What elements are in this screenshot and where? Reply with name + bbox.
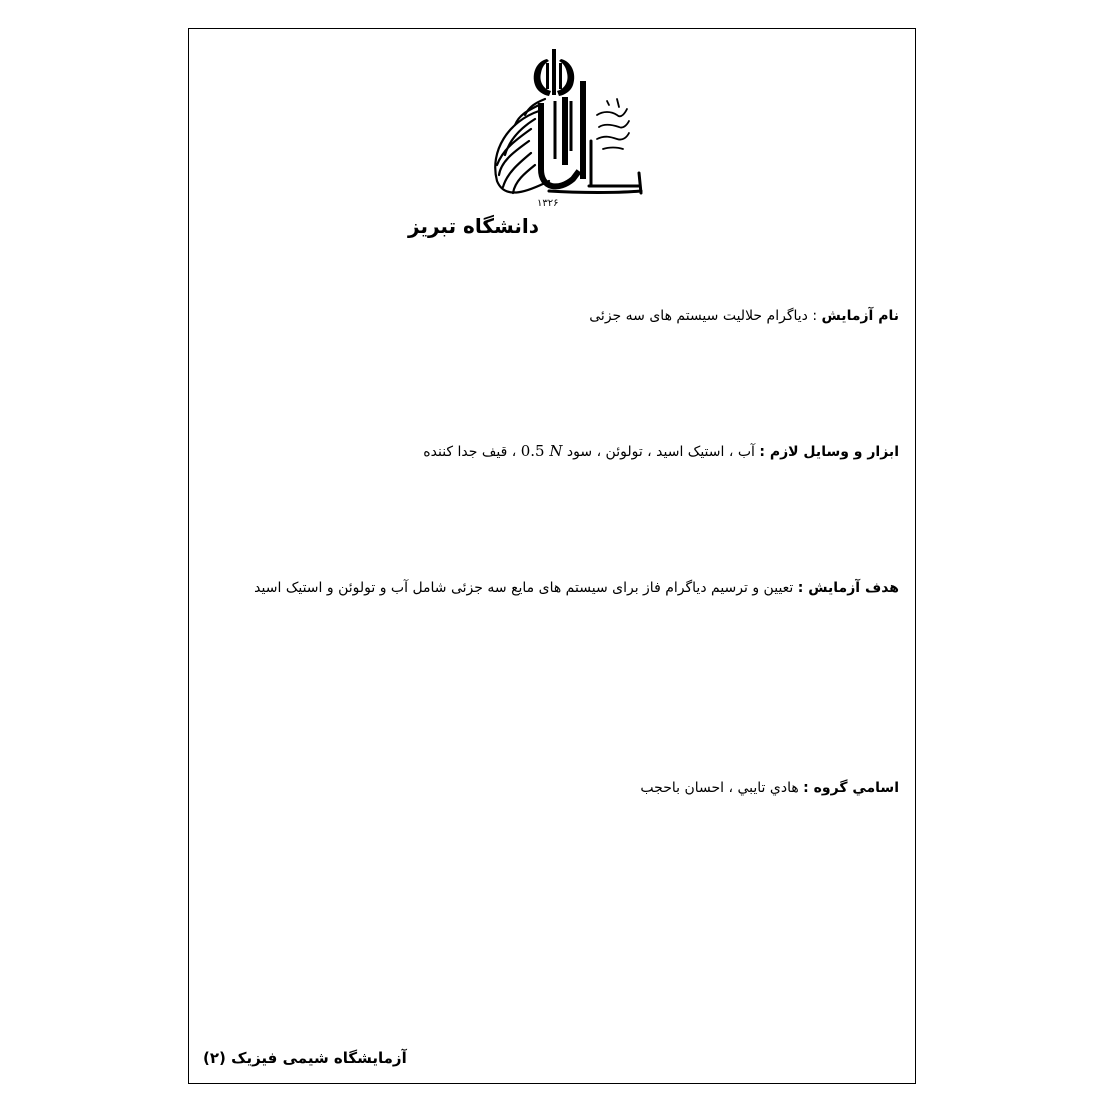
equipment-line — [423, 442, 899, 460]
group-label: اسامي گروه : — [803, 780, 899, 796]
goal-value: تعیین و ترسیم دیاگرام فاز برای سیستم های مایع سه جزئی شامل آب و تولوئن و استیک اسید — [254, 580, 798, 596]
logo-year: ۱۳۲۶ — [537, 198, 559, 209]
group-line — [640, 780, 899, 796]
goal-label: هدف آزمایش : — [797, 580, 899, 596]
experiment-name-label: نام آزمایش — [821, 308, 899, 324]
experiment-name-separator: : — [807, 308, 822, 324]
logo-text: دانشگاه تبریز — [408, 214, 539, 238]
goal-line — [254, 580, 899, 596]
document-page — [188, 28, 916, 1084]
experiment-name-value: دیاگرام حلالیت سیستم های سه جزئی — [589, 308, 808, 324]
equipment-number: 0.5 — [520, 442, 545, 460]
equipment-label: ابزار و وسایل لازم : — [759, 444, 899, 460]
equipment-concentration — [521, 442, 563, 460]
equipment-value-post: ، قیف جدا کننده — [423, 444, 521, 460]
university-emblem-icon — [408, 41, 669, 241]
equipment-value-pre: آب ، استیک اسید ، تولوئن ، سود — [562, 444, 760, 460]
experiment-name-line — [589, 308, 899, 324]
equipment-unit: N — [549, 442, 563, 460]
footer-lab-title: آزمایشگاه شیمی فیزیک (۲) — [203, 1049, 407, 1067]
university-logo — [408, 41, 669, 241]
group-value: هادي تايبي ، احسان باحجب — [640, 780, 804, 796]
